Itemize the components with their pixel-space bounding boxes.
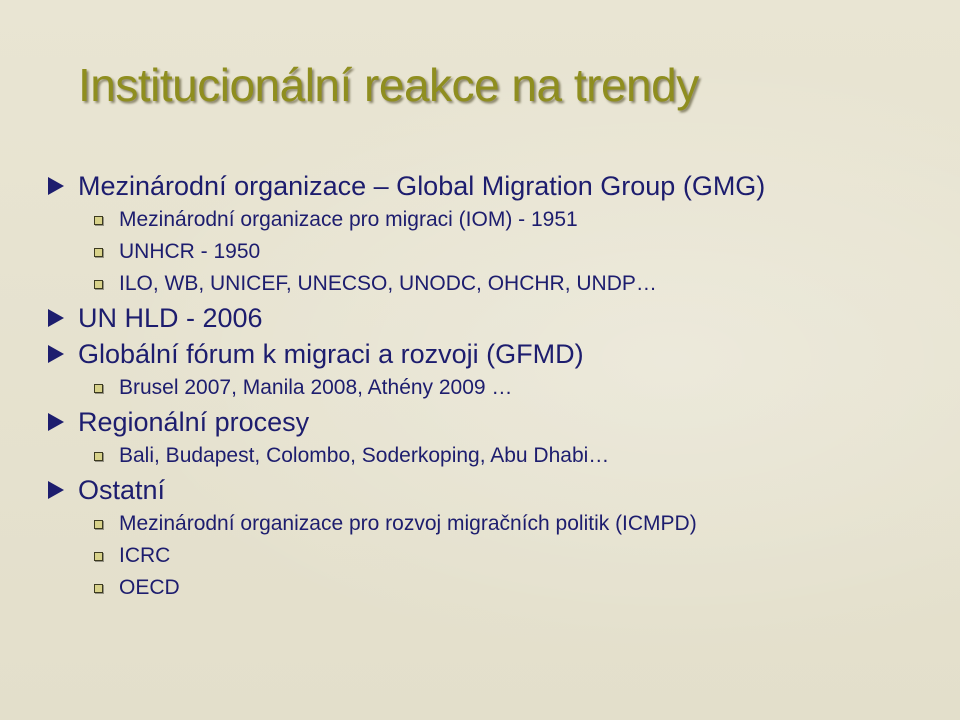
sub-bullet-item bbox=[94, 372, 948, 404]
sub-bullet-text: OECD bbox=[119, 576, 180, 599]
bullet-text: Regionální procesy bbox=[78, 407, 310, 437]
sub-bullet-item bbox=[94, 440, 948, 472]
sub-bullet-text: UNHCR - 1950 bbox=[119, 240, 261, 263]
sub-bullet-item bbox=[94, 572, 948, 604]
sub-bullet-text: Bali, Budapest, Colombo, Soderkoping, Abu Dhabi… bbox=[119, 444, 610, 467]
arrow-bullet-icon bbox=[48, 345, 64, 363]
sub-bullet-item bbox=[94, 508, 948, 540]
square-bullet-icon bbox=[94, 384, 103, 393]
sub-bullet-item bbox=[94, 204, 948, 236]
sub-bullet-item bbox=[94, 268, 948, 300]
sub-bullet-text: Mezinárodní organizace pro migraci (IOM) - 1951 bbox=[119, 208, 578, 231]
bullet-text: UN HLD - 2006 bbox=[78, 303, 263, 333]
bullet-text: Mezinárodní organizace – Global Migration Group (GMG) bbox=[78, 171, 766, 201]
arrow-bullet-icon bbox=[48, 177, 64, 195]
arrow-bullet-icon bbox=[48, 481, 64, 499]
arrow-bullet-icon bbox=[48, 413, 64, 431]
sub-bullet-text: ICRC bbox=[119, 544, 171, 567]
sub-bullet-item bbox=[94, 236, 948, 268]
slide-title: Institucionální reakce na trendy bbox=[78, 59, 699, 111]
square-bullet-icon bbox=[94, 280, 103, 289]
square-bullet-icon bbox=[94, 584, 103, 593]
sub-bullet-text: Brusel 2007, Manila 2008, Athény 2009 … bbox=[119, 376, 513, 399]
square-bullet-icon bbox=[94, 552, 103, 561]
bullet-item bbox=[48, 168, 948, 204]
bullet-text: Ostatní bbox=[78, 475, 166, 505]
square-bullet-icon bbox=[94, 216, 103, 225]
sub-bullet-text: ILO, WB, UNICEF, UNECSO, UNODC, OHCHR, UNDP… bbox=[119, 272, 657, 295]
arrow-bullet-icon bbox=[48, 309, 64, 327]
bullet-item bbox=[48, 336, 948, 372]
square-bullet-icon bbox=[94, 452, 103, 461]
bullet-list bbox=[48, 168, 948, 604]
bullet-item bbox=[48, 472, 948, 508]
square-bullet-icon bbox=[94, 248, 103, 257]
sub-bullet-text: Mezinárodní organizace pro rozvoj migračních politik (ICMPD) bbox=[119, 512, 697, 535]
bullet-text: Globální fórum k migraci a rozvoji (GFMD) bbox=[78, 339, 584, 369]
square-bullet-icon bbox=[94, 520, 103, 529]
bullet-item bbox=[48, 404, 948, 440]
bullet-item bbox=[48, 300, 948, 336]
sub-bullet-item bbox=[94, 540, 948, 572]
